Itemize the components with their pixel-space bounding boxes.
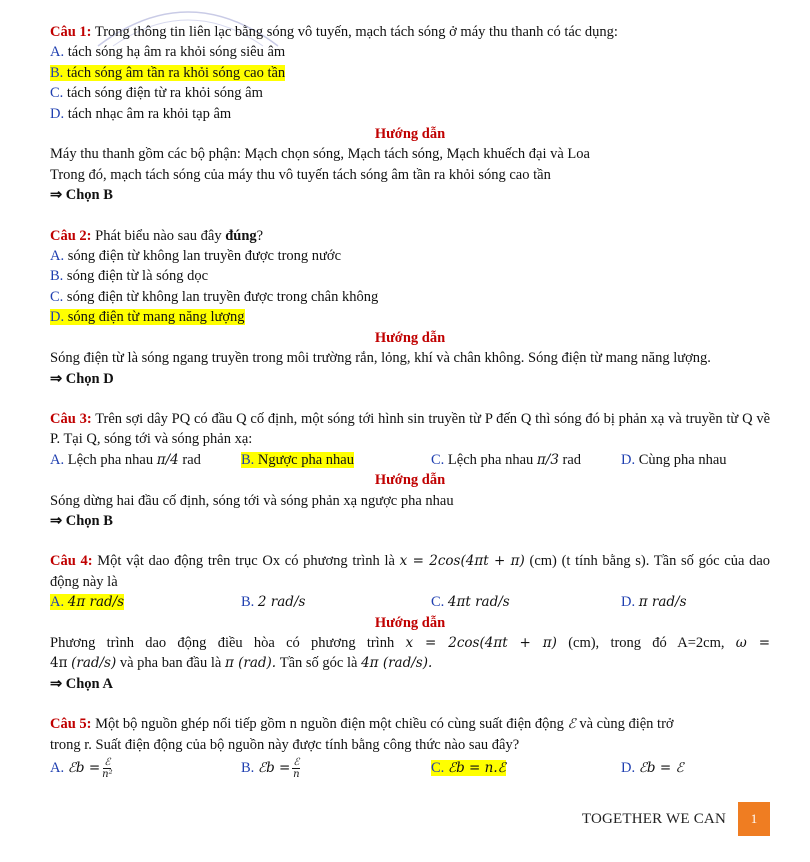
option-unit: rad: [562, 451, 582, 468]
question-3-label: Câu 3:: [50, 410, 92, 427]
question-1-option-b: [50, 63, 770, 83]
question-4-guide-text: [50, 633, 770, 653]
option-letter: C.: [431, 451, 445, 468]
option-math: π/3: [536, 451, 559, 468]
question-5-option-a: [50, 755, 241, 781]
question-3-answer: ⇒ Chọn B: [50, 512, 113, 529]
question-2-option-b: [50, 266, 770, 286]
guide-math: π (rad).: [224, 655, 277, 672]
option-math: π rad/s: [638, 594, 687, 611]
option-text: tách sóng âm tần ra khỏi sóng cao tần: [66, 64, 286, 81]
question-1-answer: ⇒ Chọn B: [50, 187, 113, 204]
question-4-option-a: [50, 592, 241, 612]
guide-equation: x = 2cos(4πt + π): [405, 634, 557, 651]
question-4-option-d: [621, 592, 687, 612]
option-letter: A.: [50, 248, 65, 265]
question-1-guide-line-1: Máy thu thanh gồm các bộ phận: Mạch chọn sóng, Mạch tách sóng, Mạch khuếch đại và Loa: [50, 146, 590, 163]
question-4-option-b: [241, 592, 431, 612]
question-1-option-c: [50, 83, 770, 103]
question-2-answer: ⇒ Chọn D: [50, 370, 114, 387]
question-2-keyword: đúng: [225, 227, 257, 244]
question-4-text: Một vật dao động trên trục Ox có phương trình là: [97, 553, 395, 570]
question-3-guide-text: Sóng dừng hai đầu cố định, sóng tới và sóng phản xạ ngược pha nhau: [50, 492, 454, 509]
option-letter: C.: [431, 760, 445, 776]
question-5-text: Một bộ nguồn ghép nối tiếp gồm n nguồn điện một chiều có cùng suất điện động: [95, 716, 564, 733]
option-letter: B.: [241, 594, 255, 611]
option-math: 4π rad/s: [67, 594, 125, 611]
question-2-guide-title: Hướng dẫn: [374, 329, 446, 346]
option-letter: D.: [621, 760, 636, 776]
question-3-option-a: [50, 450, 241, 470]
option-letter: D.: [621, 451, 636, 468]
question-1-guide-title: Hướng dẫn: [374, 126, 446, 143]
guide-math: 4π: [50, 655, 68, 672]
question-5: Câu 5: Một bộ nguồn ghép nối tiếp gồm n nguồn điện một chiều có cùng suất điện động ℰ và cùng điện trở: [50, 716, 674, 733]
option-text: sóng điện từ là sóng dọc: [66, 268, 209, 285]
option-text: Cùng pha nhau: [638, 451, 727, 468]
question-2-text: Phát biểu nào sau đây: [95, 227, 222, 244]
option-text: Lệch pha nhau: [447, 451, 534, 468]
question-3-option-c: [431, 450, 621, 470]
question-4-guide-line-2: [50, 653, 770, 673]
question-3: [50, 409, 770, 450]
option-letter: D.: [621, 594, 636, 611]
footer-slogan: TOGETHER WE CAN: [581, 810, 726, 827]
question-4-equation: x = 2cos(4πt + π): [399, 553, 525, 570]
option-letter: B.: [241, 451, 255, 468]
question-1: [50, 22, 770, 42]
question-5-option-d: [621, 755, 684, 781]
question-3-option-d: [621, 450, 727, 470]
option-letter: D.: [50, 309, 65, 326]
fraction-denominator: n: [293, 769, 300, 781]
option-text: sóng điện từ mang năng lượng: [67, 309, 245, 326]
question-4-answer: ⇒ Chọn A: [50, 675, 113, 692]
option-letter: C.: [50, 85, 64, 102]
guide-text: Phương trình dao động điều hòa có phương trình: [50, 634, 395, 651]
fraction-denominator: n²: [102, 769, 113, 781]
option-text: tách nhạc âm ra khỏi tạp âm: [67, 105, 232, 122]
option-math: ℰb =: [67, 760, 101, 776]
question-1-option-d: [50, 104, 770, 124]
question-1-guide-line-2: Trong đó, mạch tách sóng của máy thu vô tuyến tách sóng âm tần ra khỏi sóng cao tần: [50, 166, 551, 183]
guide-text: và pha ban đầu là: [119, 655, 222, 672]
option-letter: A.: [50, 594, 65, 611]
question-2-option-d: [50, 307, 770, 327]
question-4-text-after: (cm) (t tính bằng s). Tần số góc của dao động này là: [50, 553, 771, 590]
option-math: ℰb = n.ℰ: [447, 760, 506, 776]
question-1-text: Trong thông tin liên lạc bằng sóng vô tuyến, mạch tách sóng ở máy thu thanh có tác dụng:: [94, 24, 618, 40]
option-math: ℰb = ℰ: [638, 760, 684, 776]
question-4: [50, 551, 770, 592]
guide-omega: ω =: [735, 634, 771, 651]
question-2-option-a: [50, 246, 770, 266]
question-4-option-c: [431, 592, 621, 612]
option-math: ℰb =: [257, 760, 291, 776]
question-2-option-c: [50, 287, 770, 307]
question-5-option-b: [241, 755, 431, 781]
option-text: sóng điện từ không lan truyền được trong nước: [67, 248, 342, 265]
question-1-label: Câu 1:: [50, 24, 92, 40]
option-letter: B.: [241, 760, 255, 776]
option-letter: C.: [431, 594, 445, 611]
guide-math: 4π (rad/s).: [361, 655, 433, 672]
fraction-numerator: ℰ: [104, 757, 111, 769]
question-2-label: Câu 2:: [50, 227, 92, 244]
option-math: 2 rad/s: [257, 594, 306, 611]
question-5-option-c: [431, 755, 621, 781]
option-letter: A.: [50, 760, 65, 776]
question-5-text-b: và cùng điện trở: [579, 716, 674, 733]
question-2-punct: ?: [256, 227, 264, 244]
question-3-guide-title: Hướng dẫn: [374, 472, 446, 489]
option-unit: rad: [182, 451, 201, 468]
option-letter: A.: [50, 451, 65, 468]
document-page: [50, 22, 770, 781]
option-text: tách sóng hạ âm ra khỏi sóng siêu âm: [67, 44, 286, 61]
question-1-option-a: [50, 42, 770, 62]
option-math: π/4: [156, 451, 179, 468]
fraction: [102, 757, 112, 780]
option-letter: B.: [50, 64, 64, 81]
question-2: [50, 226, 770, 246]
guide-math: (rad/s): [71, 655, 117, 672]
option-text: tách sóng điện từ ra khỏi sóng âm: [66, 85, 263, 102]
fraction-numerator: ℰ: [293, 757, 300, 769]
question-5-line-2: trong r. Suất điện động của bộ nguồn này được tính bằng công thức nào sau đây?: [50, 736, 520, 753]
question-3-text: Trên sợi dây PQ có đầu Q cố định, một sóng tới hình sin truyền từ P đến Q thì sóng đó bị phản xạ và truyền từ Q về P. Tại Q, sóng tới và sóng phản xạ:: [50, 410, 771, 448]
option-letter: D.: [50, 105, 65, 122]
guide-text: (cm), trong đó A=2cm,: [568, 634, 725, 651]
option-text: Ngược pha nhau: [257, 451, 354, 468]
page-footer: [582, 802, 770, 836]
option-text: Lệch pha nhau: [67, 451, 154, 468]
question-3-options: [50, 450, 770, 470]
question-5-options: [50, 755, 770, 781]
question-4-label: Câu 4:: [50, 553, 93, 570]
option-letter: C.: [50, 288, 64, 305]
option-letter: A.: [50, 44, 65, 61]
page-number-badge: 1: [736, 802, 770, 836]
question-3-option-b: [241, 450, 431, 470]
question-2-guide-text: Sóng điện từ là sóng ngang truyền trong môi trường rắn, lỏng, khí và chân không. Sóng điện từ mang năng lượng.: [50, 350, 711, 367]
option-text: sóng điện từ không lan truyền được trong chân không: [66, 288, 379, 305]
question-4-guide-title: Hướng dẫn: [374, 614, 446, 631]
fraction: [292, 757, 300, 780]
question-5-label: Câu 5:: [50, 716, 92, 733]
option-math: 4πt rad/s: [447, 594, 510, 611]
question-4-options: [50, 592, 770, 612]
option-letter: B.: [50, 268, 64, 285]
guide-text: Tần số góc là: [279, 655, 358, 672]
